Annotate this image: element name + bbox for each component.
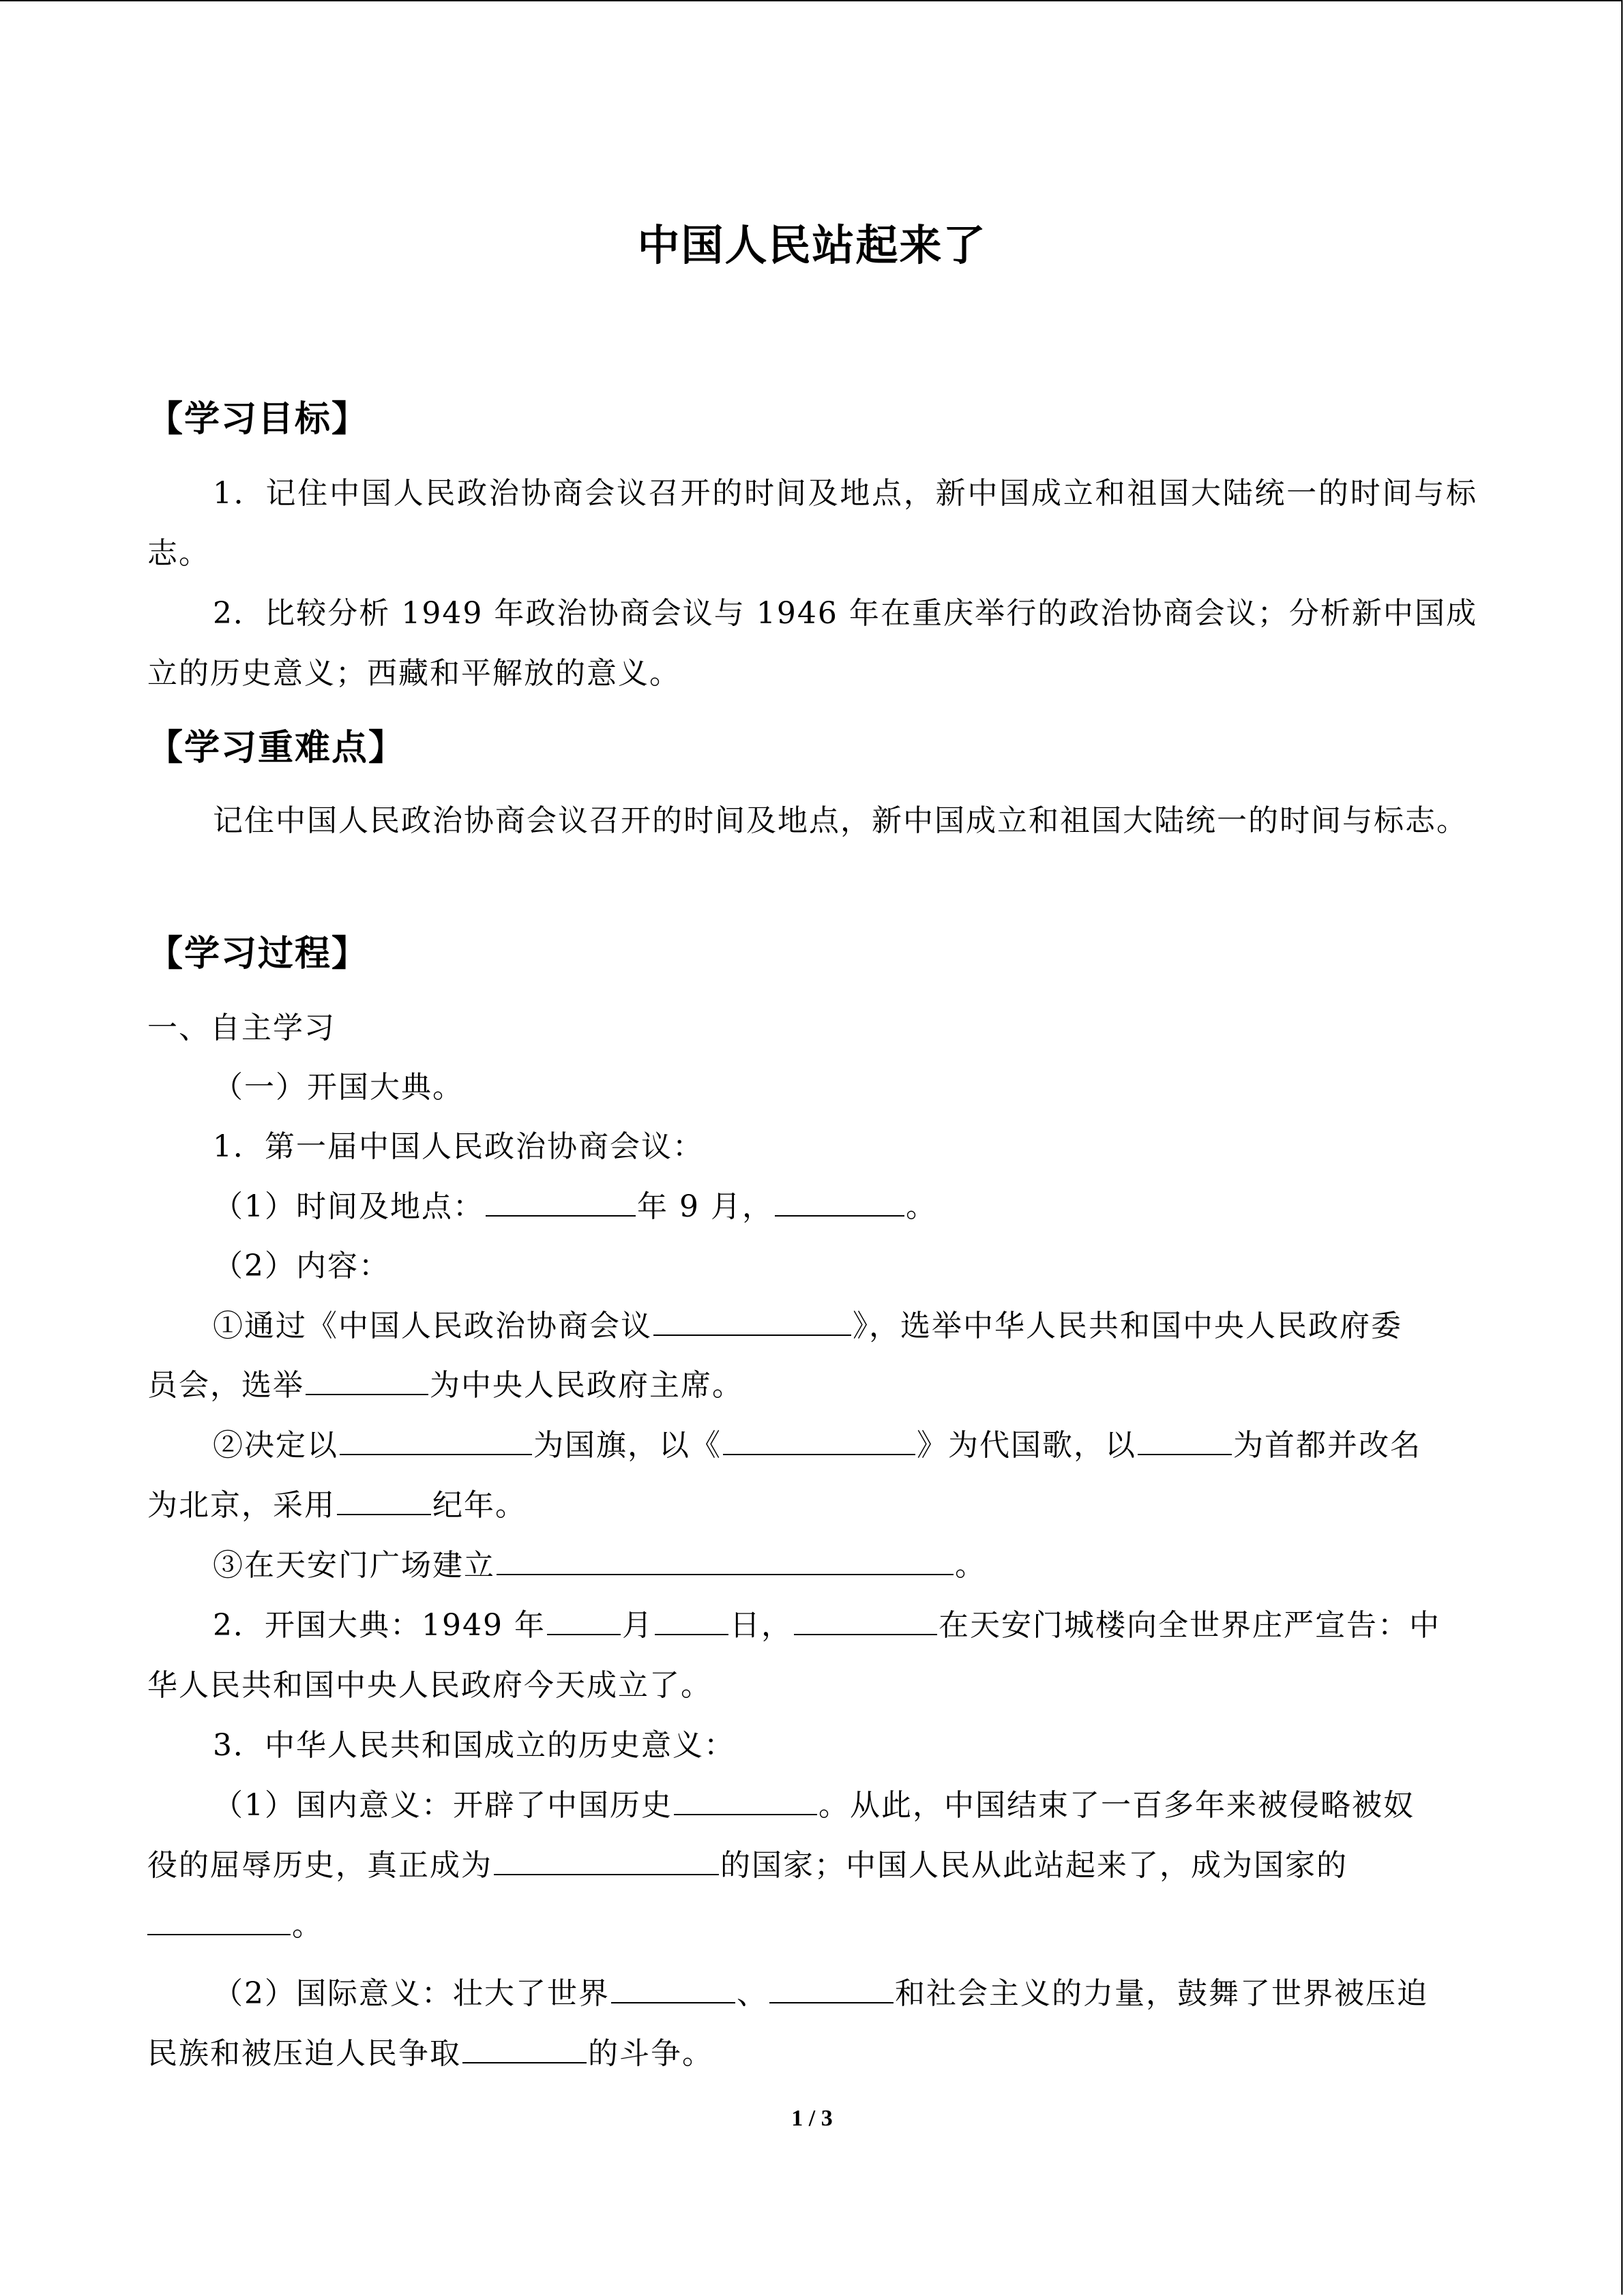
blank-flag[interactable] — [340, 1427, 532, 1455]
question-3-1-text-d: 的国家；中国人民从此站起来了，成为国家的 — [720, 1848, 1348, 1883]
blank-program[interactable] — [653, 1307, 851, 1336]
question-2-text-b: 月 — [621, 1608, 653, 1643]
question-3-2 — [213, 1973, 1428, 2014]
question-2-text-c: 日， — [729, 1608, 793, 1643]
content-2-text-d: 为首都并改名 — [1233, 1428, 1421, 1463]
question-1-2: （2）内容： — [213, 1249, 390, 1283]
content-1-text-c: 员会，选举 — [147, 1368, 304, 1403]
content-2-text-f: 纪年。 — [432, 1488, 527, 1523]
question-3-1-cont — [147, 1845, 1348, 1886]
part-one-label: 一、自主学习 — [147, 1011, 336, 1045]
blank-calendar[interactable] — [337, 1487, 431, 1515]
question-3-1-cont2 — [147, 1905, 323, 1946]
sub-section-label: （一）开国大典。 — [213, 1070, 464, 1105]
blank-month[interactable] — [547, 1607, 621, 1635]
question-3-2-text-e: 的斗争。 — [588, 2036, 713, 2071]
content-3-text-b: 。 — [955, 1548, 986, 1583]
goal-item-2: 2．比较分析 1949 年政治协商会议与 1946 年在重庆举行的政治协商会议；分析新中国成立的历史意义；西藏和平解放的意义。 — [147, 596, 1477, 691]
content-1-text-d: 为中央人民政府主席。 — [430, 1368, 743, 1403]
question-2-cont: 华人民共和国中央人民政府今天成立了。 — [147, 1668, 712, 1703]
question-3-2-text-b: 、 — [737, 1976, 768, 2011]
blank-person[interactable] — [794, 1607, 937, 1635]
key-points-text: 记住中国人民政治协商会议召开的时间及地点，新中国成立和祖国大陆统一的时间与标志。 — [213, 803, 1468, 838]
content-item-2-cont — [147, 1485, 527, 1526]
question-3-2-text-c: 和社会主义的力量，鼓舞了世界被压迫 — [895, 1976, 1428, 2011]
blank-day[interactable] — [655, 1607, 728, 1635]
content-item-1 — [213, 1306, 1402, 1347]
question-2-text-a: 2．开国大典：1949 年 — [213, 1608, 546, 1643]
blank-peace[interactable] — [611, 1975, 735, 2003]
content-item-3 — [213, 1545, 986, 1586]
content-item-1-cont — [147, 1365, 743, 1406]
question-1-1-text-b: 年 9 月， — [637, 1189, 773, 1224]
blank-new-era[interactable] — [674, 1787, 817, 1815]
section-heading-goals: 【学习目标】 — [147, 399, 369, 440]
question-3-1-text-c: 役的屈辱历史，真正成为 — [147, 1848, 492, 1883]
blank-year[interactable] — [486, 1188, 636, 1217]
question-3-2-text-a: （2）国际意义：壮大了世界 — [213, 1976, 610, 2011]
content-item-2 — [213, 1425, 1421, 1466]
question-3-2-cont — [147, 2033, 713, 2074]
question-3-2-text-d: 民族和被压迫人民争取 — [147, 2036, 461, 2071]
blank-location[interactable] — [775, 1188, 904, 1217]
content-1-text-b: 》，选举中华人民共和国中央人民政府委 — [853, 1309, 1402, 1343]
blank-independent[interactable] — [494, 1847, 719, 1875]
section-heading-key-points: 【学习重难点】 — [147, 728, 406, 769]
goal-item-1: 1．记住中国人民政治协商会议召开的时间及地点，新中国成立和祖国大陆统一的时间与标志。 — [147, 476, 1477, 571]
blank-democracy[interactable] — [769, 1975, 894, 2003]
question-1: 1．第一届中国人民政治协商会议： — [213, 1129, 704, 1164]
page-title: 中国人民站起来了 — [637, 220, 987, 270]
content-1-text-a: ①通过《中国人民政治协商会议 — [213, 1309, 652, 1343]
question-1-1 — [213, 1187, 937, 1227]
question-3-1-text-b: 。从此，中国结束了一百多年来被侵略被奴 — [818, 1788, 1415, 1823]
content-2-text-c: 》为代国歌，以 — [917, 1428, 1136, 1463]
blank-chairman[interactable] — [306, 1367, 428, 1395]
section-heading-process: 【学习过程】 — [147, 934, 369, 974]
question-3-1-text-a: （1）国内意义：开辟了中国历史 — [213, 1788, 673, 1823]
question-2 — [213, 1605, 1441, 1646]
blank-capital[interactable] — [1138, 1427, 1232, 1455]
page-number: 1 / 3 — [791, 2106, 833, 2131]
question-3-1 — [213, 1785, 1415, 1826]
question-1-1-text-a: （1）时间及地点： — [213, 1189, 484, 1224]
content-2-text-a: ②决定以 — [213, 1428, 338, 1463]
blank-masters[interactable] — [147, 1907, 291, 1935]
question-1-1-text-c: 。 — [905, 1189, 937, 1224]
question-3-1-text-e: 。 — [292, 1908, 323, 1943]
blank-liberation[interactable] — [462, 2035, 587, 2063]
question-3: 3．中华人民共和国成立的历史意义： — [213, 1728, 735, 1763]
content-2-text-e: 为北京，采用 — [147, 1488, 336, 1523]
blank-monument[interactable] — [497, 1547, 954, 1575]
blank-anthem[interactable] — [723, 1427, 915, 1455]
question-2-text-d: 在天安门城楼向全世界庄严宣告：中 — [938, 1608, 1441, 1643]
content-2-text-b: 为国旗，以《 — [533, 1428, 722, 1463]
content-3-text-a: ③在天安门广场建立 — [213, 1548, 495, 1583]
